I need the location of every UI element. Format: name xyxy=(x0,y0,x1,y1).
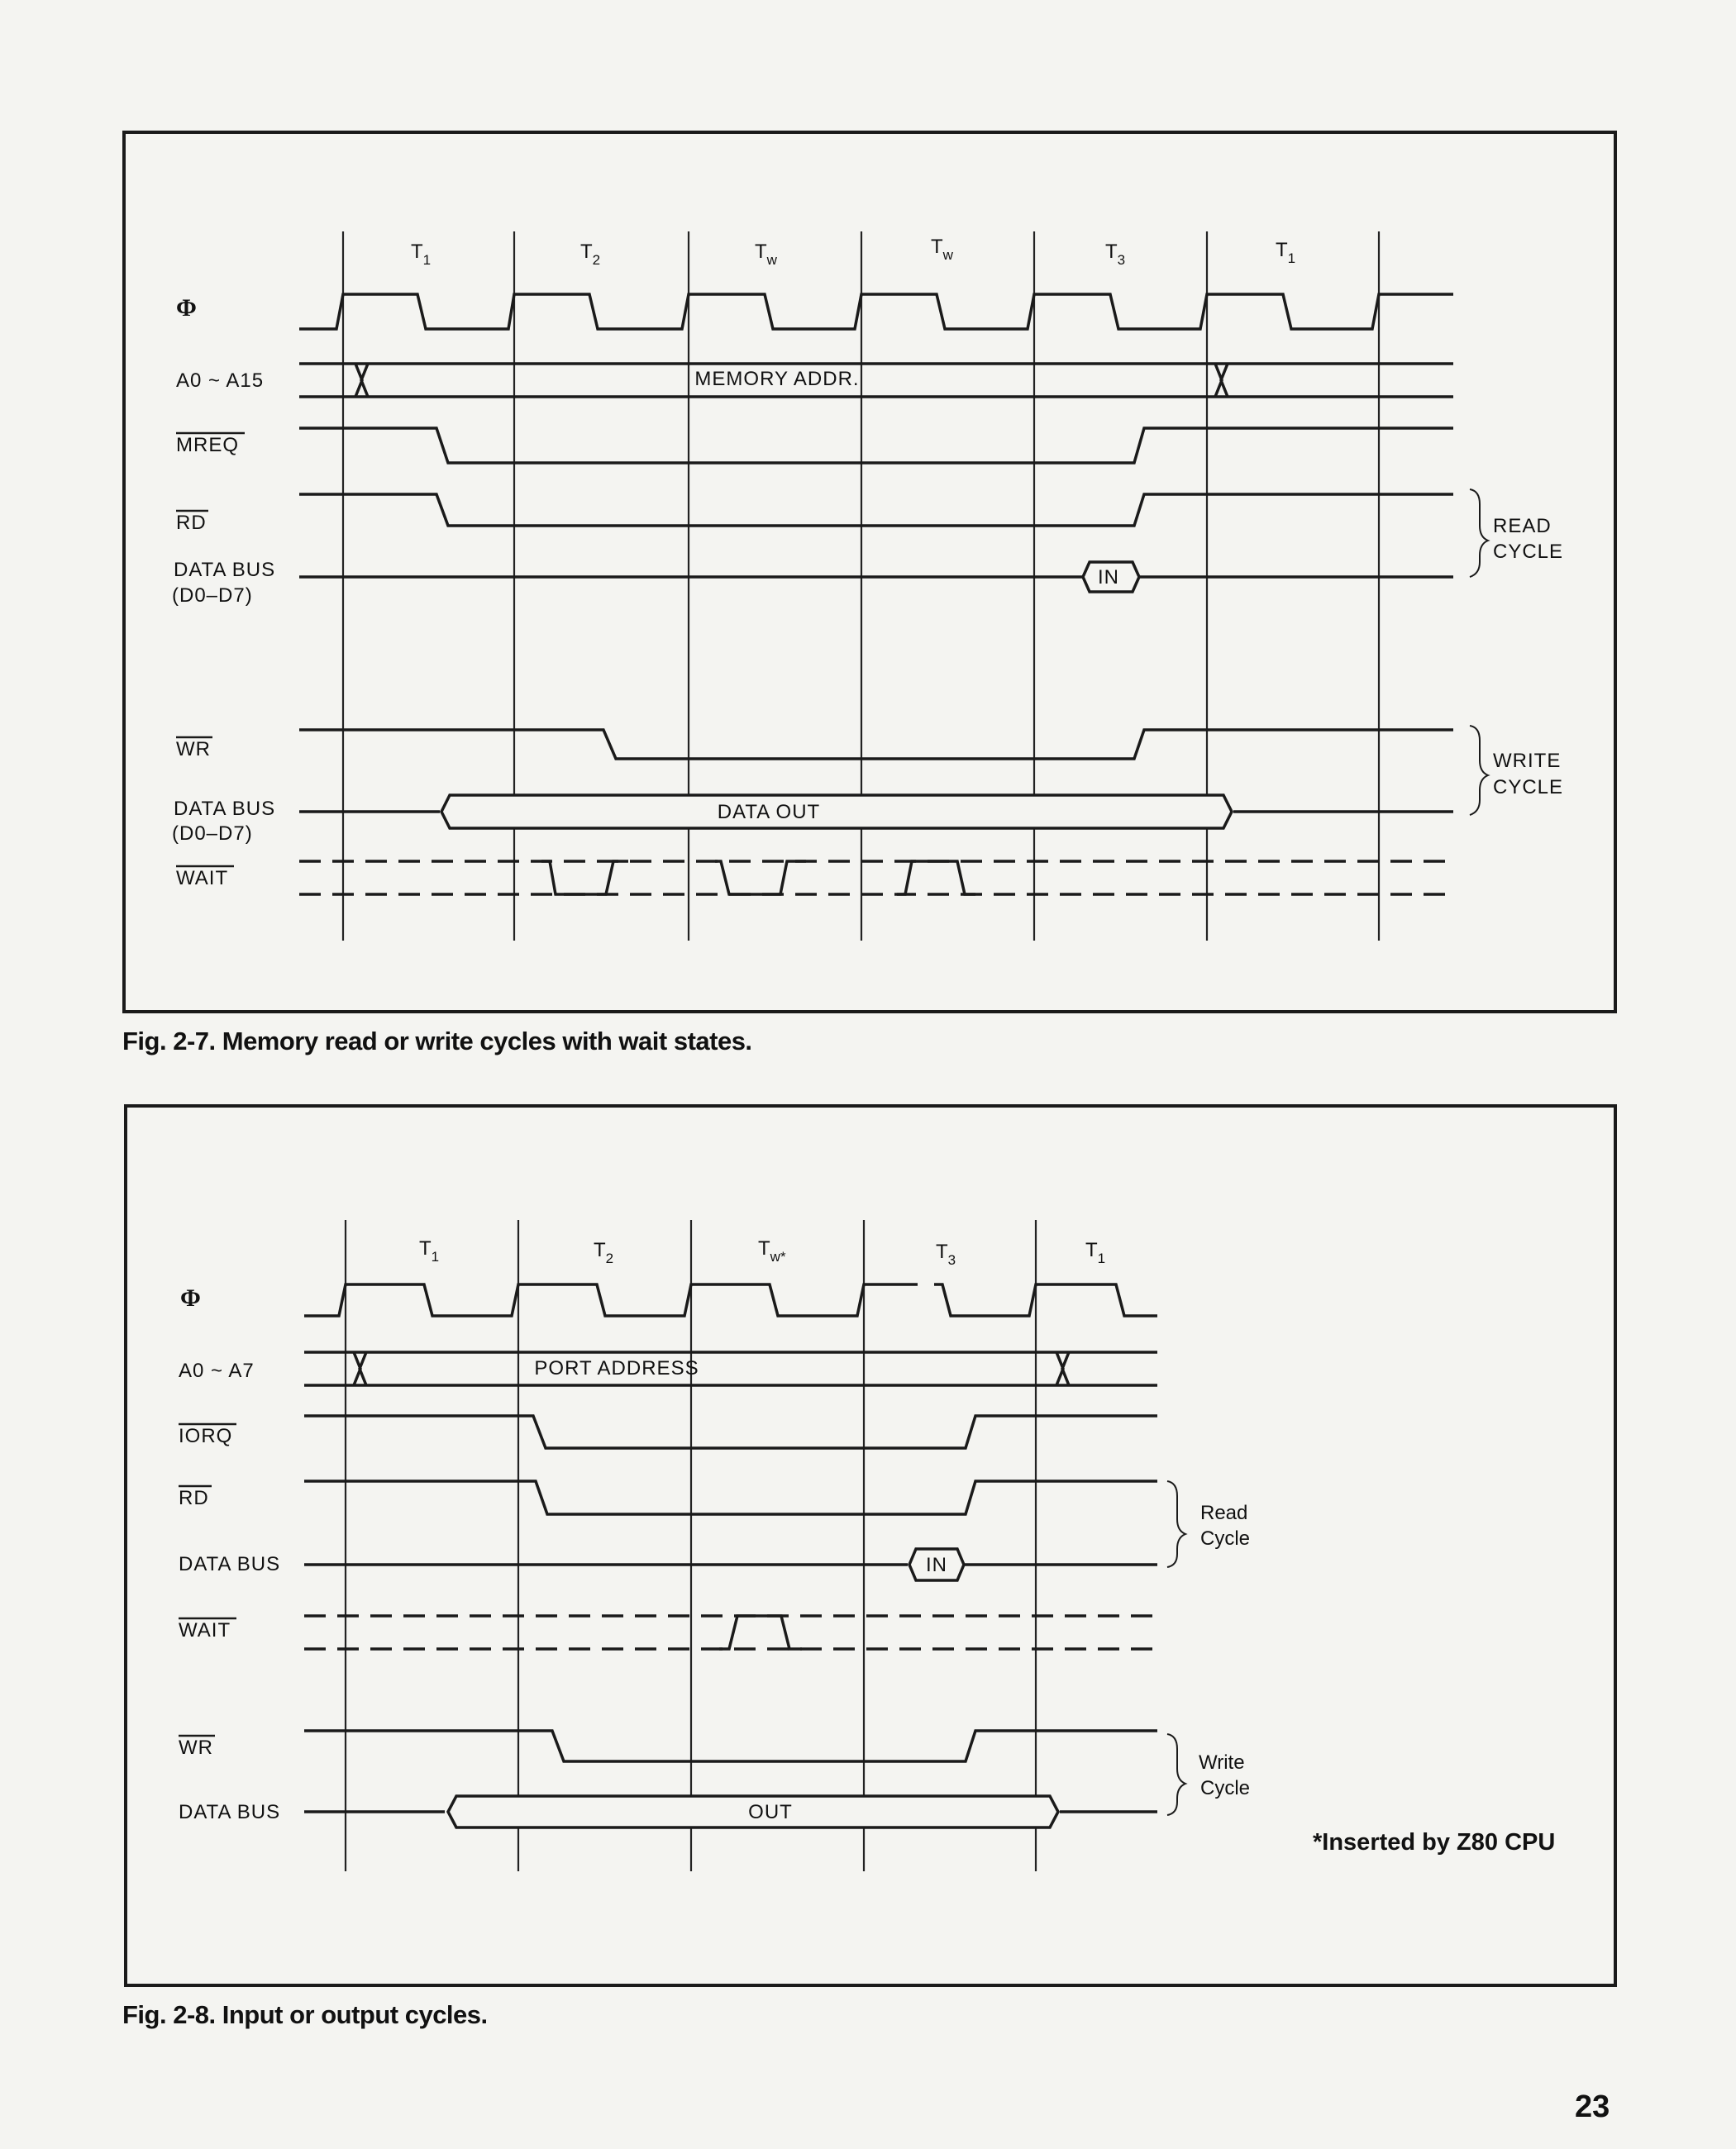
fig1-wait-waveform xyxy=(299,861,1453,894)
figure-2-8-diagram xyxy=(179,1220,1555,1871)
fig1-state-label: $T_w$ xyxy=(931,236,953,263)
fig2-wr-waveform xyxy=(304,1731,1157,1761)
fig2-iorq-label: IORQ xyxy=(179,1425,233,1447)
fig2-rd-waveform xyxy=(304,1481,1157,1514)
fig2-footnote: *Inserted by Z80 CPU xyxy=(1313,1829,1556,1856)
fig2-state-label: $T_1$ xyxy=(1085,1239,1106,1266)
fig2-wait-waveform xyxy=(304,1616,1157,1649)
fig1-wr-waveform xyxy=(299,730,1453,759)
fig2-data-in-value: IN xyxy=(926,1554,947,1576)
fig1-read-group-label: READ xyxy=(1493,515,1552,537)
fig1-read-group-label-2: CYCLE xyxy=(1493,541,1564,563)
fig2-databus-write-waveform xyxy=(304,1796,1157,1827)
fig2-databus-write-label: DATA BUS xyxy=(179,1801,281,1823)
fig2-read-brace xyxy=(1167,1481,1185,1567)
fig1-databus-write-label: DATA BUS xyxy=(174,798,276,820)
fig2-databus-read-waveform xyxy=(304,1549,1157,1580)
fig1-mreq-waveform xyxy=(299,428,1453,463)
fig2-write-group-label: Write xyxy=(1199,1751,1245,1774)
fig1-state-label: $T_1$ xyxy=(411,241,432,268)
fig2-address-bus xyxy=(304,1352,1157,1385)
fig1-clock-waveform xyxy=(299,294,1453,329)
fig1-mreq-label: MREQ xyxy=(176,434,239,456)
fig2-phi-label: Φ xyxy=(180,1284,201,1312)
fig1-wait-label: WAIT xyxy=(176,867,229,889)
fig1-rd-label: RD xyxy=(176,512,207,534)
fig2-state-label: $T_1$ xyxy=(419,1237,440,1265)
fig2-write-brace xyxy=(1167,1734,1185,1815)
fig2-address-value: PORT ADDRESS xyxy=(534,1357,699,1379)
fig2-rd-label: RD xyxy=(179,1487,209,1509)
fig1-write-group-label: WRITE xyxy=(1493,750,1562,772)
fig1-state-label: $T_w$ xyxy=(755,241,777,268)
fig2-data-out-value: OUT xyxy=(748,1801,793,1823)
fig1-read-brace xyxy=(1470,489,1488,577)
fig2-state-label: $T_{w*}$ xyxy=(758,1237,786,1265)
fig1-write-group-label-2: CYCLE xyxy=(1493,776,1564,798)
fig2-read-group-label-2: Cycle xyxy=(1200,1527,1251,1550)
fig1-state-label: $T_2$ xyxy=(580,241,601,268)
fig1-databus-read-sublabel: (D0–D7) xyxy=(172,584,253,607)
fig1-phi-label: Φ xyxy=(176,294,197,322)
fig2-databus-read-label: DATA BUS xyxy=(179,1553,281,1575)
fig2-state-label: $T_3$ xyxy=(936,1241,956,1268)
fig2-state-labels xyxy=(419,1237,1105,1268)
fig1-data-out-value: DATA OUT xyxy=(717,801,821,823)
fig2-iorq-waveform xyxy=(304,1416,1157,1448)
fig2-state-gridlines xyxy=(346,1220,1036,1871)
fig1-address-label: A0 ~ A15 xyxy=(176,369,265,392)
fig2-wr-label: WR xyxy=(179,1737,213,1759)
fig2-write-group-label-2: Cycle xyxy=(1200,1777,1251,1799)
fig1-databus-read-label: DATA BUS xyxy=(174,559,276,581)
page-number: 23 xyxy=(1575,2089,1610,2124)
fig2-clock-waveform xyxy=(304,1284,1157,1316)
fig1-data-in-value: IN xyxy=(1098,566,1119,588)
fig1-state-label: $T_3$ xyxy=(1105,241,1126,268)
fig1-databus-write-waveform xyxy=(299,795,1453,828)
figure-2-7-caption: Fig. 2-7. Memory read or write cycles with wait states. xyxy=(122,1027,752,1055)
figure-2-8-caption: Fig. 2-8. Input or output cycles. xyxy=(122,2000,488,2029)
fig2-address-label: A0 ~ A7 xyxy=(179,1360,255,1382)
fig1-rd-waveform xyxy=(299,494,1453,526)
fig1-databus-write-sublabel: (D0–D7) xyxy=(172,822,253,845)
fig1-address-value: MEMORY ADDR. xyxy=(694,368,860,390)
fig1-address-bus xyxy=(299,364,1453,397)
fig1-state-labels xyxy=(411,236,1295,268)
fig1-databus-read-waveform xyxy=(299,562,1453,592)
figure-2-7-diagram xyxy=(172,231,1563,941)
fig1-state-gridlines xyxy=(343,231,1379,941)
fig2-wait-label: WAIT xyxy=(179,1619,231,1642)
fig2-state-label: $T_2$ xyxy=(594,1239,614,1266)
fig1-write-brace xyxy=(1470,726,1488,815)
fig1-wr-label: WR xyxy=(176,738,211,760)
fig2-read-group-label: Read xyxy=(1200,1502,1248,1524)
fig1-state-label: $T_1$ xyxy=(1276,239,1296,266)
